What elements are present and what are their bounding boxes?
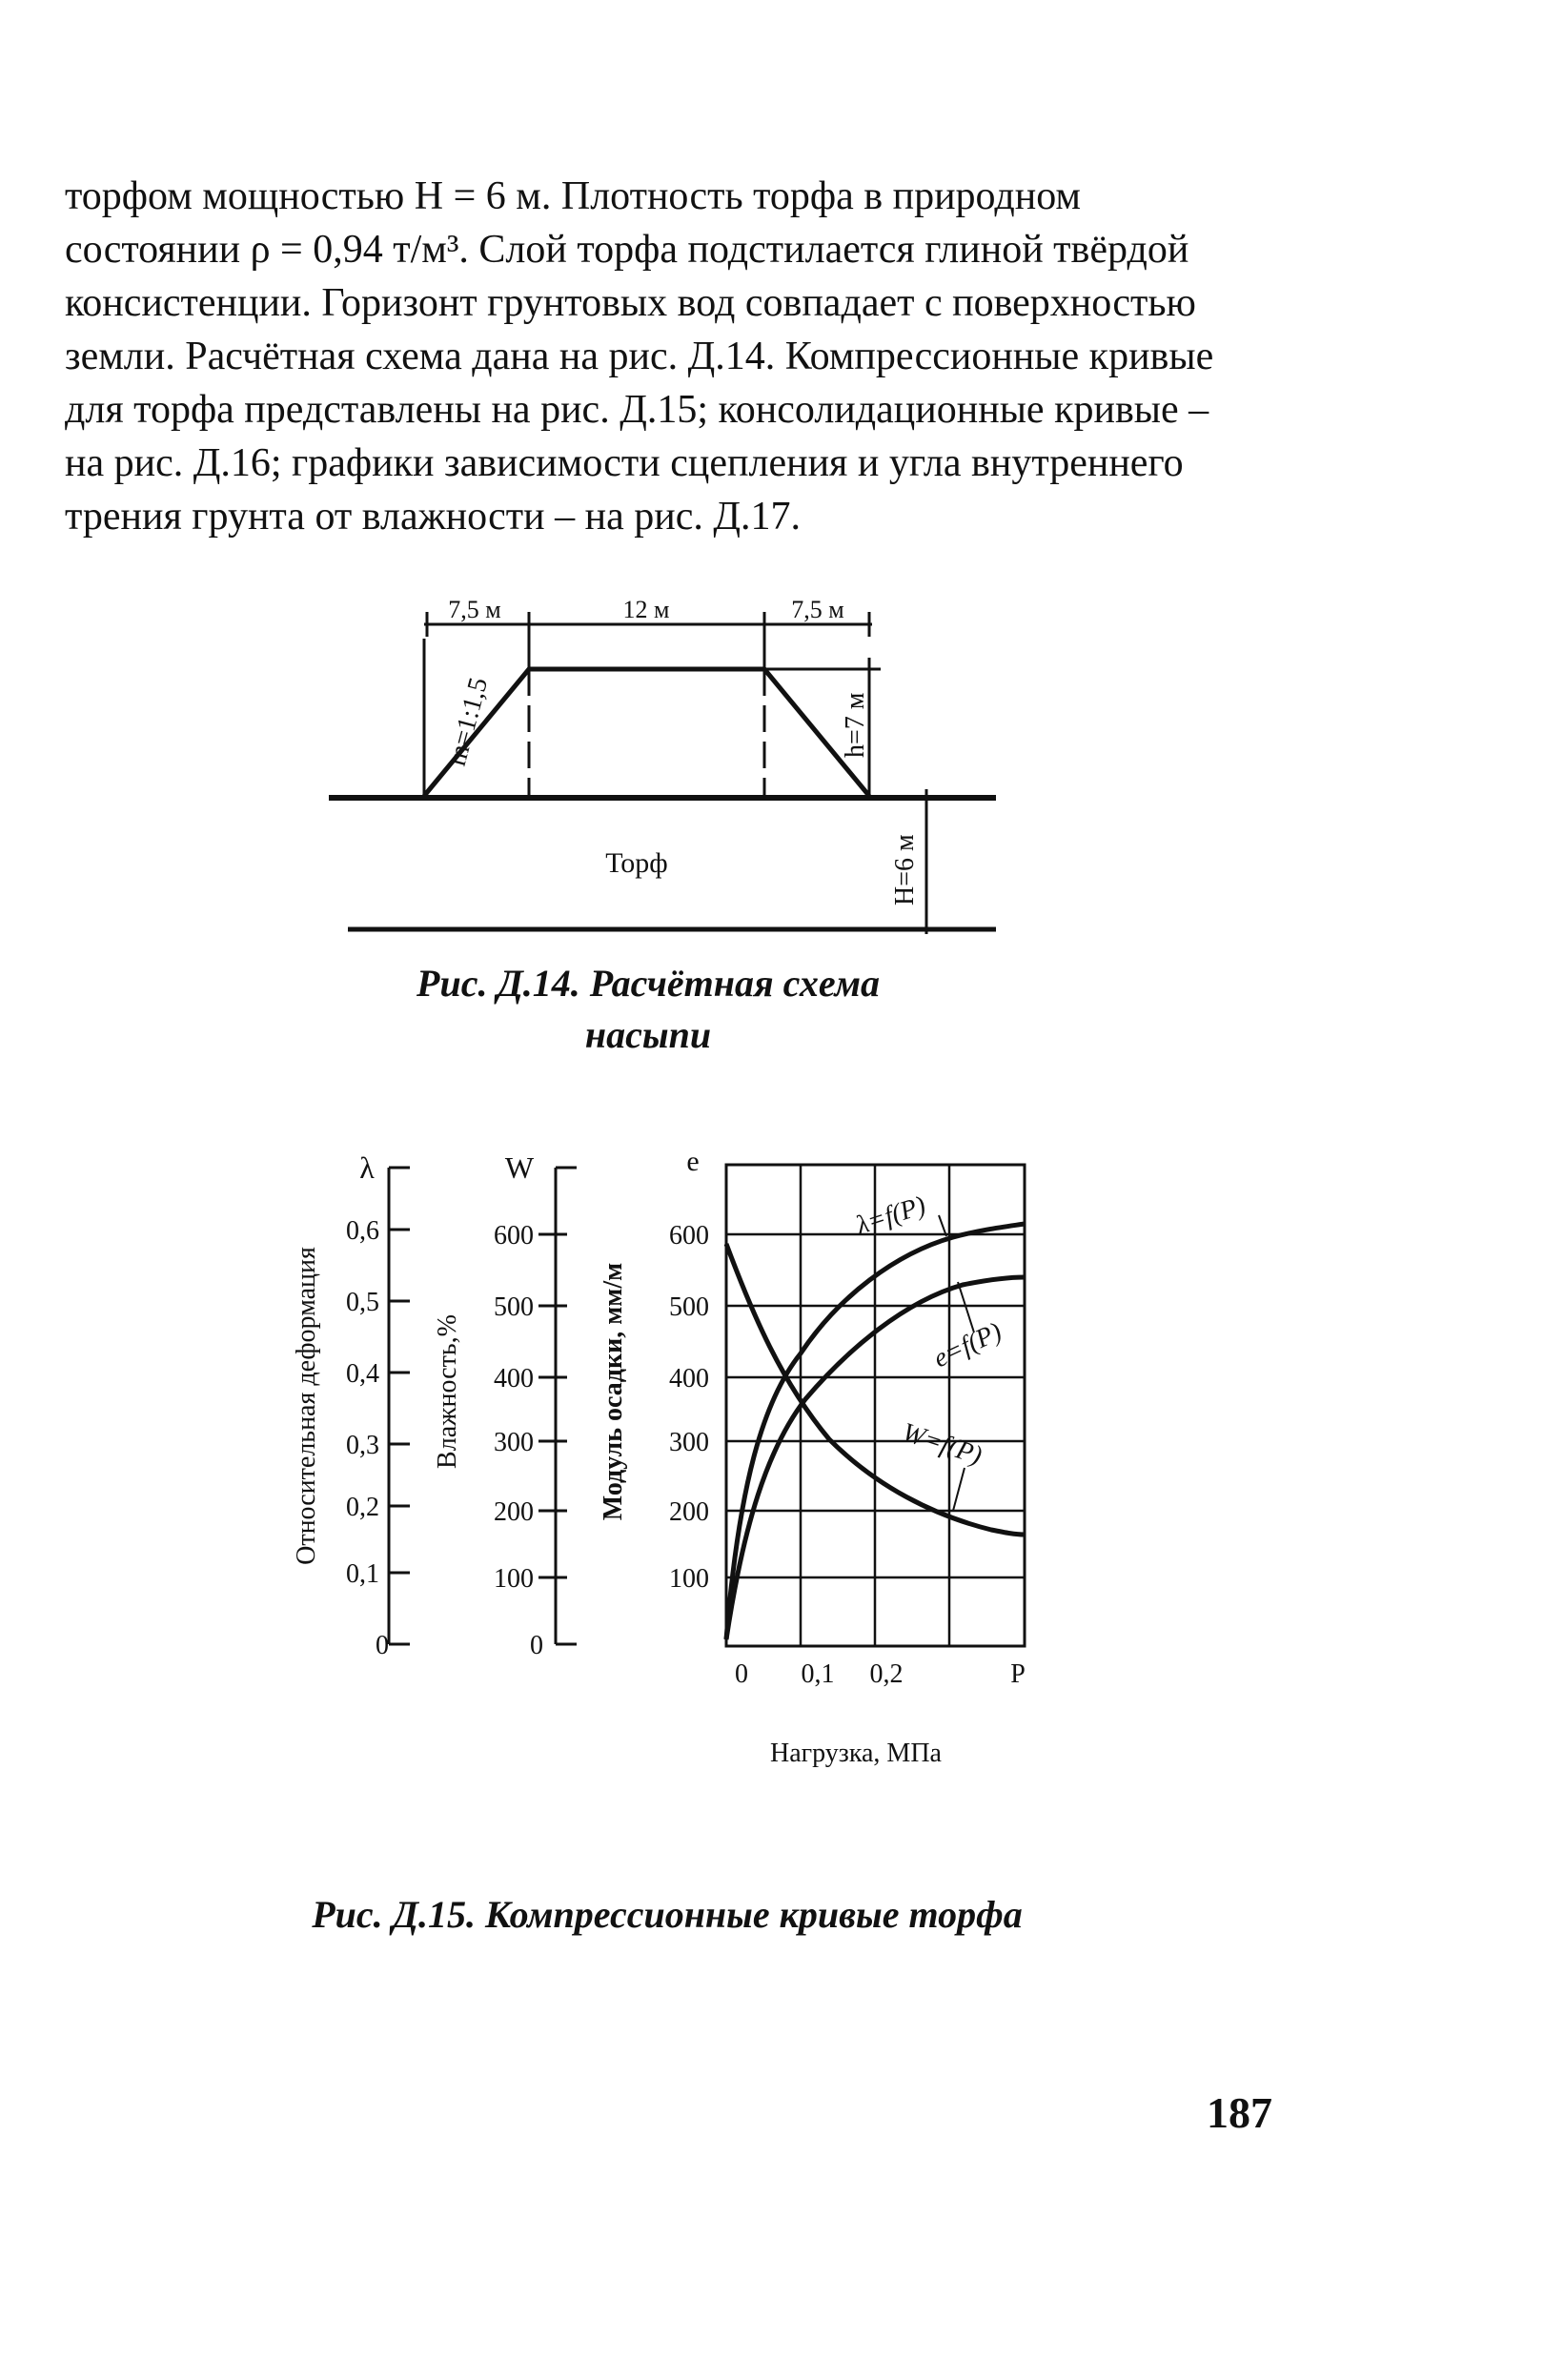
e-tick: 600 xyxy=(669,1221,709,1251)
depth-label: H=6 м xyxy=(890,834,920,905)
paragraph-line: земли. Расчётная схема дана на рис. Д.14. Компрессионные кривые xyxy=(65,335,1214,378)
lambda-axis-label: Относительная деформация xyxy=(292,1247,321,1565)
paragraph-line: для торфа представлены на рис. Д.15; консолидационные кривые – xyxy=(65,388,1209,432)
paragraph-line: на рис. Д.16; графики зависимости сцепления и угла внутреннего xyxy=(65,441,1184,485)
lambda-tick: 0,5 xyxy=(346,1288,379,1317)
w-tick: 100 xyxy=(494,1564,534,1594)
slope-label: m=1:1,5 xyxy=(441,674,495,769)
w-tick: 200 xyxy=(494,1497,534,1527)
w-tick: 0 xyxy=(530,1631,543,1660)
paragraph-line: торфом мощностью H = 6 м. Плотность торфа в природном xyxy=(65,174,1081,218)
lambda-tick: 0,4 xyxy=(346,1359,379,1389)
lambda-tick: 0,3 xyxy=(346,1431,379,1460)
w-axis-title: W xyxy=(504,1150,535,1185)
e-tick: 200 xyxy=(669,1497,709,1527)
w-tick: 600 xyxy=(494,1221,534,1251)
page-number: 187 xyxy=(1207,2088,1272,2137)
x-axis-label: Нагрузка, МПа xyxy=(770,1739,942,1768)
e-axis-title: e xyxy=(686,1146,700,1177)
w-tick: 300 xyxy=(494,1428,534,1457)
w-tick: 500 xyxy=(494,1292,534,1322)
e-tick: 500 xyxy=(669,1292,709,1322)
lambda-tick: 0 xyxy=(376,1631,389,1660)
dim-mid-label: 12 м xyxy=(622,596,670,623)
x-tick: P xyxy=(1010,1659,1026,1689)
paragraph-line: консистенции. Горизонт грунтовых вод совпадает с поверхностью xyxy=(65,281,1196,325)
lambda-axis-title: λ xyxy=(359,1150,375,1185)
w-tick: 400 xyxy=(494,1364,534,1393)
e-tick: 100 xyxy=(669,1564,709,1594)
e-curve-label: e=f(P) xyxy=(928,1316,1006,1374)
lambda-tick: 0,6 xyxy=(346,1216,379,1246)
paragraph-line: состоянии ρ = 0,94 т/м³. Слой торфа подстилается глиной твёрдой xyxy=(65,228,1189,272)
e-axis-label: Модуль осадки, мм/м xyxy=(599,1262,628,1521)
lambda-curve-label: λ=f(P) xyxy=(852,1190,930,1241)
x-tick: 0,2 xyxy=(869,1659,904,1689)
caption-line: насыпи xyxy=(584,1013,712,1056)
caption-line: Рис. Д.14. Расчётная схема xyxy=(416,962,880,1005)
lambda-axis-ticks xyxy=(389,1230,410,1573)
w-curve-label: W=f(P) xyxy=(898,1417,985,1472)
lambda-tick: 0,1 xyxy=(346,1559,379,1589)
x-tick: 0,1 xyxy=(801,1659,835,1689)
peat-layer-label: Торф xyxy=(605,847,668,879)
height-label: h=7 м xyxy=(841,692,870,758)
e-tick: 300 xyxy=(669,1428,709,1457)
w-axis-label: Влажность,% xyxy=(433,1314,462,1469)
e-tick: 400 xyxy=(669,1364,709,1393)
figure-15-caption: Рис. Д.15. Компрессионные кривые торфа xyxy=(312,1893,1023,1936)
dim-right-label: 7,5 м xyxy=(791,596,844,623)
lambda-tick: 0,2 xyxy=(346,1493,379,1522)
dim-left-label: 7,5 м xyxy=(448,596,501,623)
x-tick: 0 xyxy=(735,1659,748,1689)
w-axis-ticks xyxy=(538,1234,567,1577)
paragraph-line: трения грунта от влажности – на рис. Д.17. xyxy=(65,495,802,539)
